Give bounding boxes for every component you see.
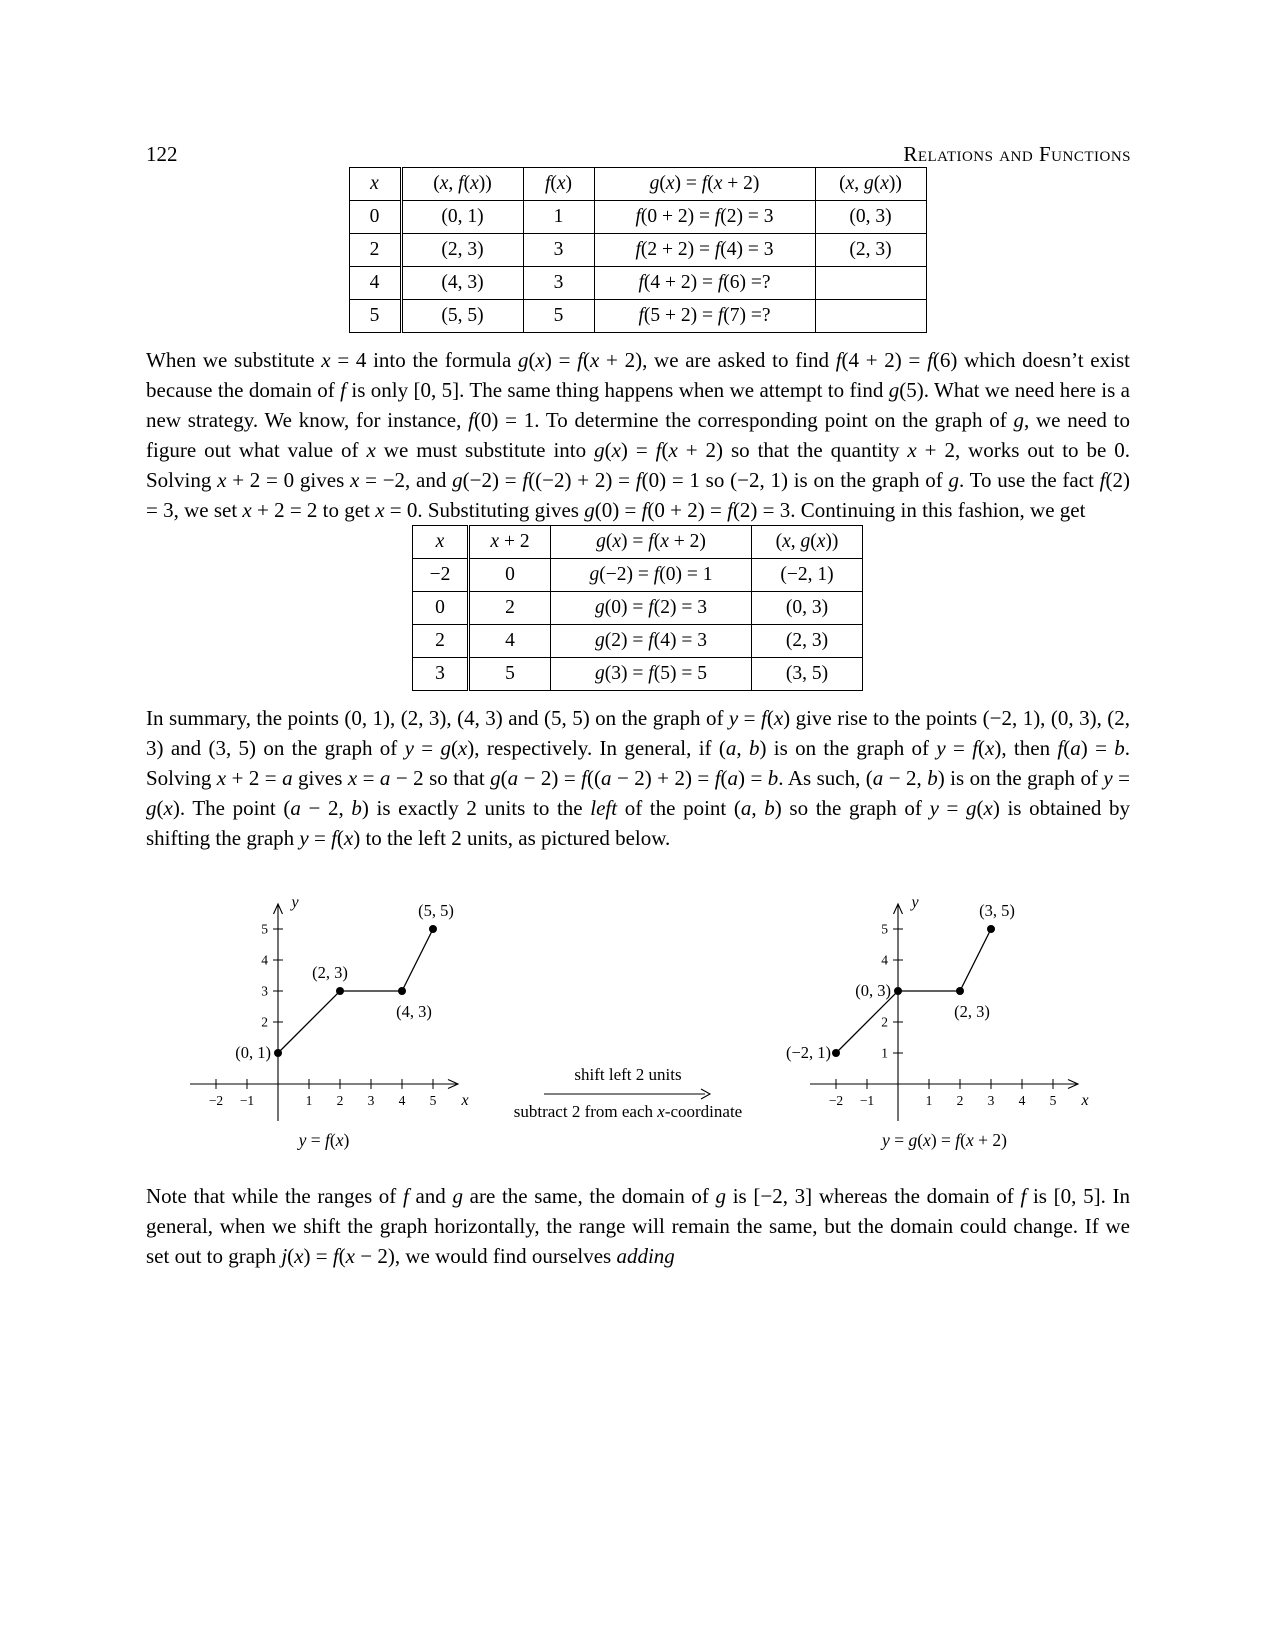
- data-point: [987, 925, 995, 933]
- data-point: [956, 987, 964, 995]
- table-cell: 5: [469, 658, 551, 691]
- table-cell: f(0 + 2) = f(2) = 3: [594, 201, 815, 234]
- point-label: (4, 3): [396, 1002, 432, 1021]
- table-cell: 2: [413, 625, 469, 658]
- x-tick-label: 2: [336, 1093, 344, 1108]
- x-tick-label: 3: [367, 1093, 375, 1108]
- header-cell: x: [349, 168, 401, 201]
- table-row: [349, 201, 926, 234]
- table-cell: 4: [469, 625, 551, 658]
- header-cell: x: [413, 526, 469, 559]
- table-cell: (−2, 1): [752, 559, 863, 592]
- y-axis-label: y: [911, 894, 919, 911]
- header-cell: g(x) = f(x + 2): [551, 526, 752, 559]
- y-tick-label: 2: [261, 1014, 268, 1030]
- paragraph-domain-note: Note that while the ranges of f and g are the same, the domain of g is [−2, 3] whereas the domain of f is [0, 5]. In general, when we shift the graph horizontally, the range will remain the same, but the domain could change. If we set out to graph j(x) = f(x − 2), we would find ourselves adding: [146, 1184, 1130, 1268]
- shift-annotation: [488, 1065, 768, 1122]
- table-row: [349, 267, 926, 300]
- x-tick-label: 1: [305, 1093, 313, 1108]
- table-row: [413, 625, 863, 658]
- x-tick-label: −1: [859, 1093, 875, 1108]
- table-cell: [815, 267, 926, 300]
- x-axis-label: x: [461, 1092, 469, 1109]
- table-cell: 2: [469, 592, 551, 625]
- point-label: (2, 3): [312, 963, 348, 982]
- table-row: [349, 234, 926, 267]
- shift-figure: [146, 869, 1130, 1151]
- table-cell: (5, 5): [401, 300, 523, 333]
- table-row: [349, 300, 926, 333]
- f-graph-block: [178, 869, 488, 1151]
- y-tick-label: 3: [261, 983, 268, 999]
- header-cell: x + 2: [469, 526, 551, 559]
- point-label: (2, 3): [954, 1002, 990, 1021]
- data-point: [832, 1049, 840, 1057]
- header-cell: (x, f(x)): [401, 168, 523, 201]
- f-to-g-substitution-table: [349, 167, 927, 333]
- y-tick-label: 5: [261, 921, 268, 937]
- header-cell: (x, g(x)): [752, 526, 863, 559]
- table-row: [413, 658, 863, 691]
- table-cell: 0: [469, 559, 551, 592]
- header-cell: f(x): [523, 168, 594, 201]
- g-values-table: [412, 525, 863, 691]
- x-axis-label: x: [1081, 1092, 1089, 1109]
- table-cell: 2: [349, 234, 401, 267]
- table-cell: 1: [523, 201, 594, 234]
- x-tick-label: 4: [398, 1093, 406, 1108]
- point-label: (0, 3): [855, 981, 891, 1000]
- table-row: [413, 559, 863, 592]
- header-cell: g(x) = f(x + 2): [594, 168, 815, 201]
- table-cell: g(2) = f(4) = 3: [551, 625, 752, 658]
- x-tick-label: 5: [429, 1093, 437, 1108]
- x-tick-label: 4: [1018, 1093, 1026, 1108]
- y-tick-label: 5: [881, 921, 888, 937]
- table-cell: 3: [413, 658, 469, 691]
- g-graph-block: [768, 869, 1093, 1151]
- x-tick-label: −2: [208, 1093, 224, 1108]
- point-label: (5, 5): [418, 901, 454, 920]
- table-cell: g(−2) = f(0) = 1: [551, 559, 752, 592]
- table-cell: g(0) = f(2) = 3: [551, 592, 752, 625]
- table-cell: (2, 3): [815, 234, 926, 267]
- x-tick-label: −2: [828, 1093, 844, 1108]
- point-label: (0, 1): [235, 1043, 271, 1062]
- g-graph-plot: [768, 869, 1093, 1121]
- table-cell: (2, 3): [752, 625, 863, 658]
- data-point: [336, 987, 344, 995]
- table-cell: f(4 + 2) = f(6) =?: [594, 267, 815, 300]
- table-cell: (0, 1): [401, 201, 523, 234]
- x-tick-label: 5: [1049, 1093, 1057, 1108]
- f-graph-caption: y = f(x): [298, 1130, 350, 1150]
- x-tick-label: 1: [925, 1093, 933, 1108]
- f-graph-plot: [178, 869, 488, 1121]
- table-cell: 5: [349, 300, 401, 333]
- data-point: [274, 1049, 282, 1057]
- table-cell: (2, 3): [401, 234, 523, 267]
- table-cell: −2: [413, 559, 469, 592]
- running-head: Relations and Functions: [903, 142, 1131, 166]
- table-cell: f(2 + 2) = f(4) = 3: [594, 234, 815, 267]
- data-point: [429, 925, 437, 933]
- table-cell: (3, 5): [752, 658, 863, 691]
- table-cell: (4, 3): [401, 267, 523, 300]
- g-graph-caption: y = g(x) = f(x + 2): [882, 1130, 1007, 1150]
- x-tick-label: 3: [987, 1093, 995, 1108]
- x-tick-label: −1: [239, 1093, 255, 1108]
- y-tick-label: 2: [881, 1014, 888, 1030]
- table-cell: 3: [523, 234, 594, 267]
- paragraph-summary: In summary, the points (0, 1), (2, 3), (4, 3) and (5, 5) on the graph of y = f(x) give rise to the points (−2, 1), (0, 3), (2, 3) and (3, 5) on the graph of y = g(x), respectively. In general, if (a, b) is on the graph of y = f(x), then f(a) = b. Solving x + 2 = a gives x = a − 2 so that g(a − 2) = f((a − 2) + 2) = f(a) = b. As such, (a − 2, b) is on the graph of y = g(x). The point (a − 2, b) is exactly 2 units to the left of the point (a, b) so the graph of y = g(x) is obtained by shifting the graph y = f(x) to the left 2 units, as pictured below.: [146, 706, 1131, 850]
- table-cell: 3: [523, 267, 594, 300]
- shift-label: shift left 2 units: [574, 1065, 682, 1084]
- f-graph: [178, 869, 488, 1126]
- table-cell: 0: [349, 201, 401, 234]
- table-cell: 5: [523, 300, 594, 333]
- g-graph: [768, 869, 1093, 1126]
- table-cell: 4: [349, 267, 401, 300]
- page-header: [0, 0, 1275, 167]
- table-header-row: [413, 526, 863, 559]
- data-point: [894, 987, 902, 995]
- data-point: [398, 987, 406, 995]
- table-cell: 0: [413, 592, 469, 625]
- y-tick-label: 1: [881, 1045, 888, 1061]
- x-tick-label: 2: [956, 1093, 964, 1108]
- table-row: [413, 592, 863, 625]
- table-cell: (0, 3): [752, 592, 863, 625]
- paragraph-substitution-strategy: When we substitute x = 4 into the formula g(x) = f(x + 2), we are asked to find f(4 + 2) = f(6) which doesn’t exist because the domain of f is only [0, 5]. The same thing happens when we attempt to find g(5). What we need here is a new strategy. We know, for instance, f(0) = 1. To determine the corresponding point on the graph of g, we need to figure out what value of x we must substitute into g(x) = f(x + 2) so that the quantity x + 2, works out to be 0. Solving x + 2 = 0 gives x = −2, and g(−2) = f((−2) + 2) = f(0) = 1 so (−2, 1) is on the graph of g. To use the fact f(2) = 3, we set x + 2 = 2 to get x = 0. Substituting gives g(0) = f(0 + 2) = f(2) = 3. Continuing in this fashion, we get: [146, 348, 1130, 522]
- table-cell: f(5 + 2) = f(7) =?: [594, 300, 815, 333]
- table-header-row: [349, 168, 926, 201]
- shift-description: subtract 2 from each x-coordinate: [513, 1102, 743, 1121]
- table-cell: [815, 300, 926, 333]
- function-curve: [278, 929, 433, 1053]
- header-cell: (x, g(x)): [815, 168, 926, 201]
- point-label: (−2, 1): [785, 1043, 831, 1062]
- page-number: 122: [146, 142, 178, 166]
- table-cell: g(3) = f(5) = 5: [551, 658, 752, 691]
- shift-right-arrow-icon: [543, 1086, 713, 1100]
- y-tick-label: 4: [881, 952, 888, 968]
- table-cell: (0, 3): [815, 201, 926, 234]
- point-label: (3, 5): [979, 901, 1015, 920]
- y-axis-label: y: [291, 894, 299, 911]
- y-tick-label: 4: [261, 952, 268, 968]
